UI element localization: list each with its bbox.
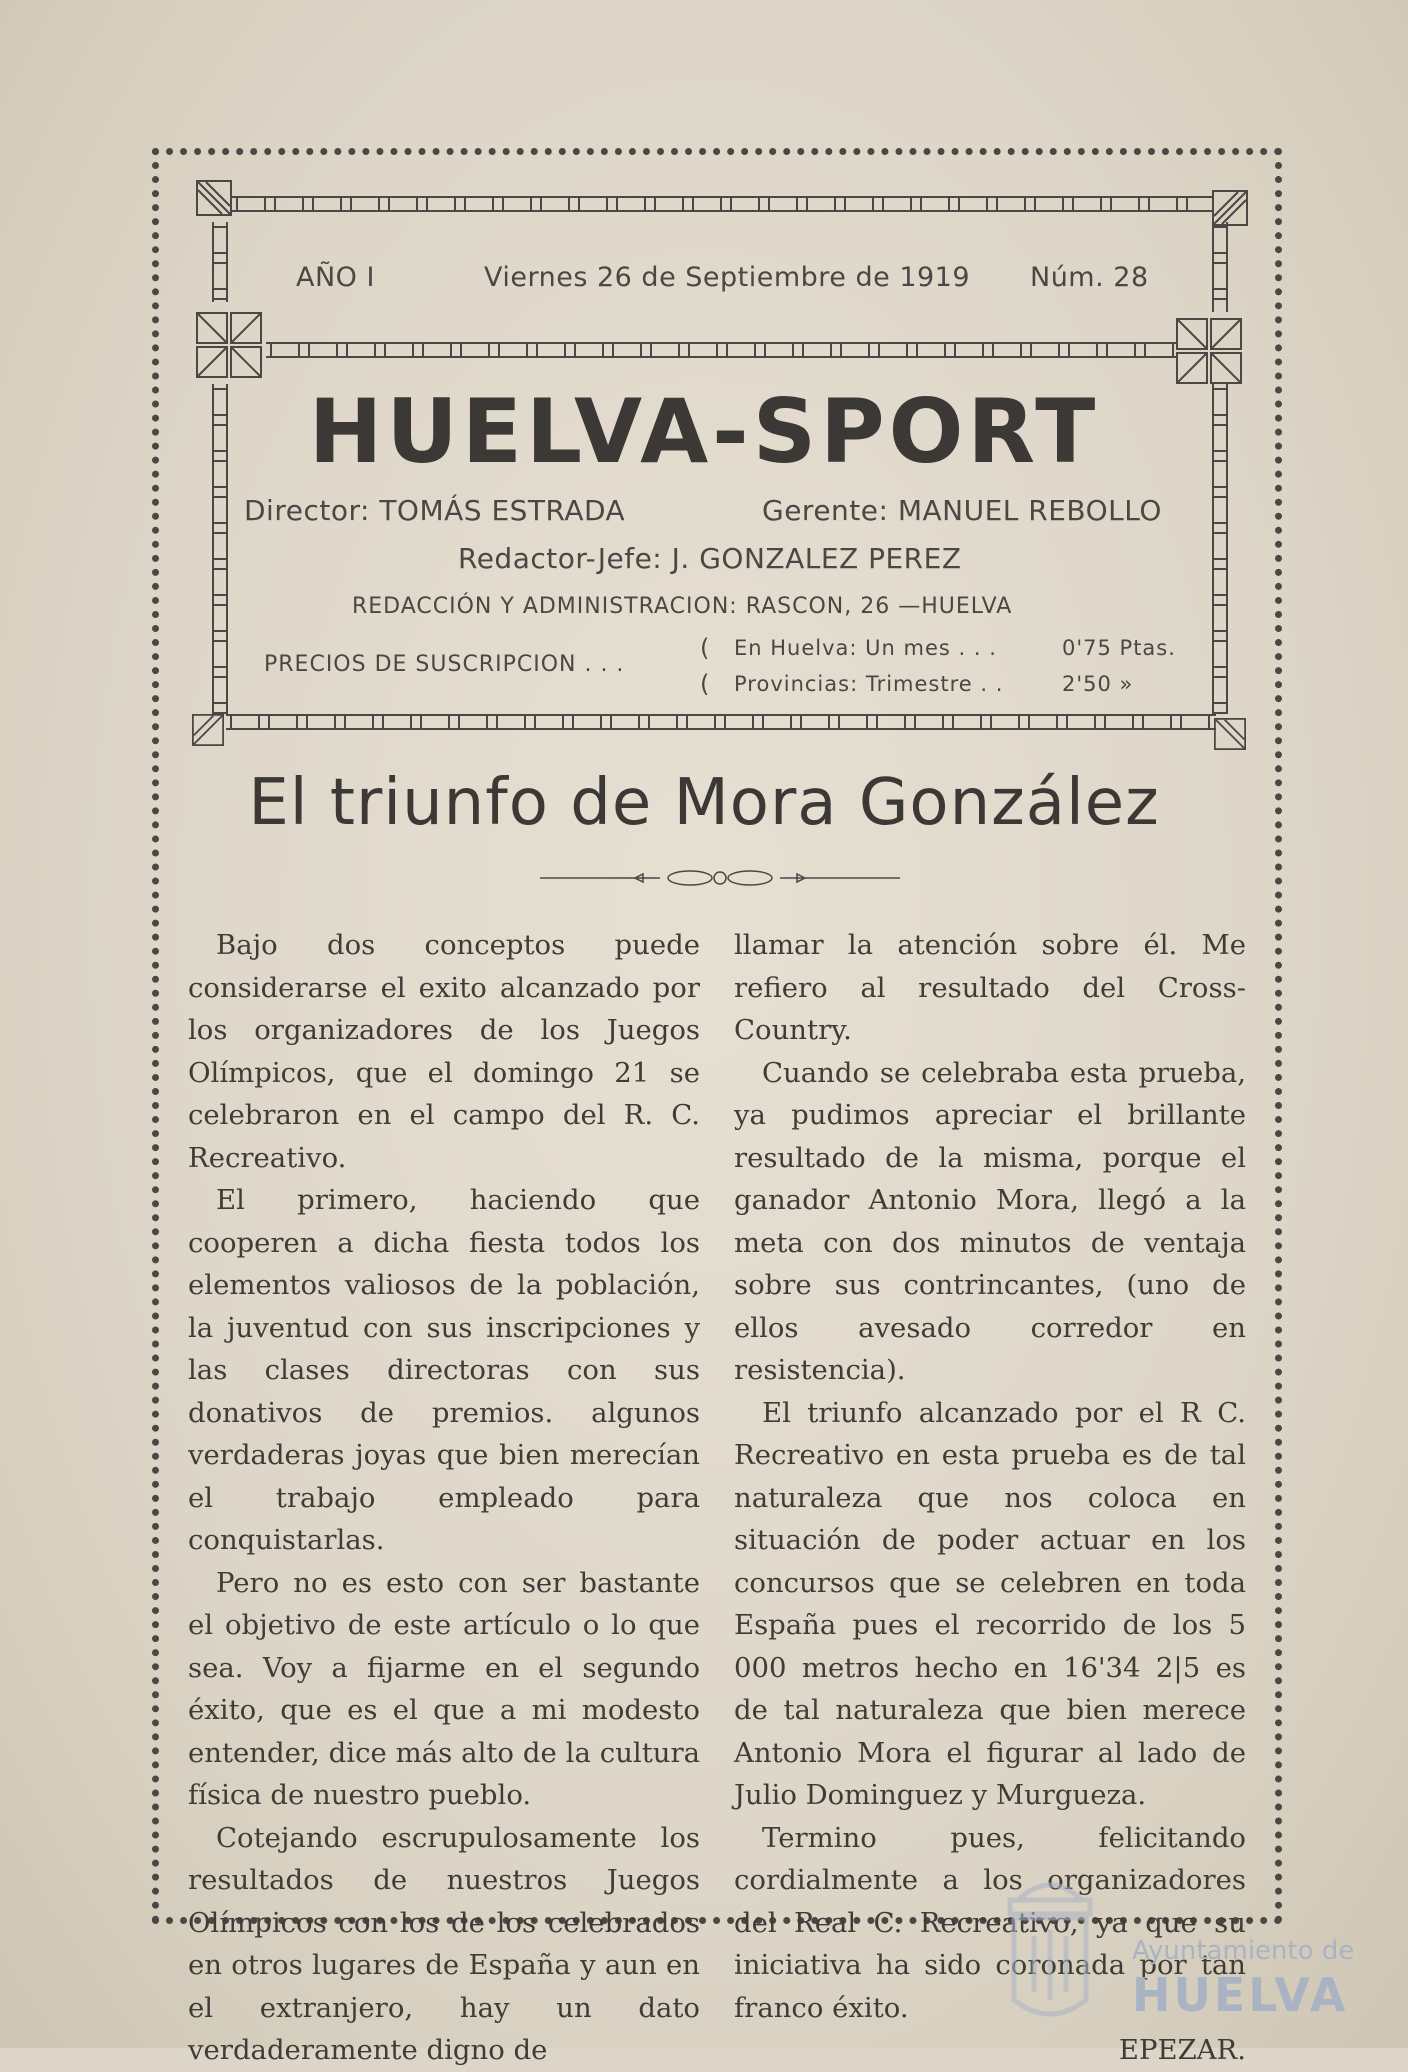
subscription-label: PRECIOS DE SUSCRIPCION . . .: [264, 652, 625, 677]
article-paragraph: El triunfo alcanzado por el R C. Recreativo en esta prueba es de tal naturaleza que nos coloca en situación de poder actuar en los concursos que se celebren en toda España pues el recorrido de los 5 000 metros hecho en 16'34 2|5 es de tal naturaleza que bien merece Antonio Mora el figurar al lado de Julio Dominguez y Murgueza.: [734, 1396, 1246, 1811]
corner-ornament-icon: [1212, 190, 1248, 226]
issue-number: Núm. 28: [1030, 262, 1149, 293]
subscription-price: 0'75 Ptas.: [1062, 636, 1176, 660]
subscription-bracket: (: [700, 670, 711, 698]
corner-ornament-icon: [192, 714, 224, 746]
article-paragraph: El primero, haciendo que cooperen a dicha fiesta todos los elementos valiosos de la población, la juventud con sus inscripciones y las clases directoras con sus donativos de premios. algunos verdaderas joyas que bien merecían el trabajo empleado para conquistarlas.: [188, 1184, 700, 1556]
article-paragraph: Termino pues, felicitando cordialmente a los organizadores del Real C. Recreativo, ya que su iniciativa ha sido coronada por tan franco éxito.: [734, 1821, 1246, 2024]
article-paragraph: llamar la atención sobre él. Me refiero al resultado del Cross-Country.: [734, 929, 1246, 1046]
article-signature: EPEZAR.: [1118, 2034, 1246, 2066]
issue-year: AÑO I: [296, 262, 375, 293]
article-left-column: [188, 924, 700, 2072]
masthead-title: HUELVA-SPORT: [308, 380, 1100, 483]
article-headline: El triunfo de Mora González: [248, 766, 1160, 840]
subscription-bracket: (: [700, 634, 711, 662]
corner-ornament-icon: [1214, 718, 1246, 750]
divider-ornament-icon: [540, 866, 900, 890]
corner-ornament-icon: [196, 312, 262, 378]
frame-top-chain: [232, 196, 1212, 212]
subscription-place: Provincias: Trimestre . .: [734, 672, 1004, 696]
address-line: REDACCIÓN Y ADMINISTRACION: RASCON, 26 —HUELVA: [352, 594, 1013, 619]
director-line: Director: TOMÁS ESTRADA: [244, 494, 626, 527]
corner-ornament-icon: [1176, 318, 1242, 384]
watermark-line2: HUELVA: [1132, 1968, 1349, 2022]
subscription-price: 2'50 »: [1062, 672, 1134, 696]
frame-middle-chain: [266, 342, 1176, 358]
article-paragraph: Cotejando escrupulosamente los resultados de nuestros Juegos Olímpicos con los de los celebrados en otros lugares de España y aun en el extranjero, hay un dato verdaderamente digno de: [188, 1821, 700, 2066]
article-paragraph: Cuando se celebraba esta prueba, ya pudimos apreciar el brillante resultado de la misma, porque el ganador Antonio Mora, llegó a la meta con dos minutos de ventaja sobre sus contrincantes, (uno de ellos avesado corredor en resistencia).: [734, 1056, 1246, 1386]
subscription-place: En Huelva: Un mes . . .: [734, 636, 997, 660]
frame-bottom-chain: [226, 714, 1216, 730]
manager-line: Gerente: MANUEL REBOLLO: [762, 494, 1162, 527]
article-paragraph: Bajo dos conceptos puede considerarse el exito alcanzado por los organizadores de los Juegos Olímpicos, que el domingo 21 se celebraron en el campo del R. C. Recreativo.: [188, 929, 700, 1174]
watermark-line1: Ayuntamiento de: [1132, 1936, 1355, 1966]
frame-right-upper-chain: [1212, 222, 1228, 312]
frame-left-upper-chain: [212, 222, 228, 302]
editor-line: Redactor-Jefe: J. GONZALEZ PEREZ: [458, 542, 962, 575]
issue-date: Viernes 26 de Septiembre de 1919: [484, 262, 971, 293]
corner-ornament-icon: [196, 180, 232, 216]
article-paragraph: Pero no es esto con ser bastante el objetivo de este artículo o lo que sea. Voy a fijarme en el segundo éxito, que es el que a mi modesto entender, dice más alto de la cultura física de nuestro pueblo.: [188, 1566, 700, 1811]
